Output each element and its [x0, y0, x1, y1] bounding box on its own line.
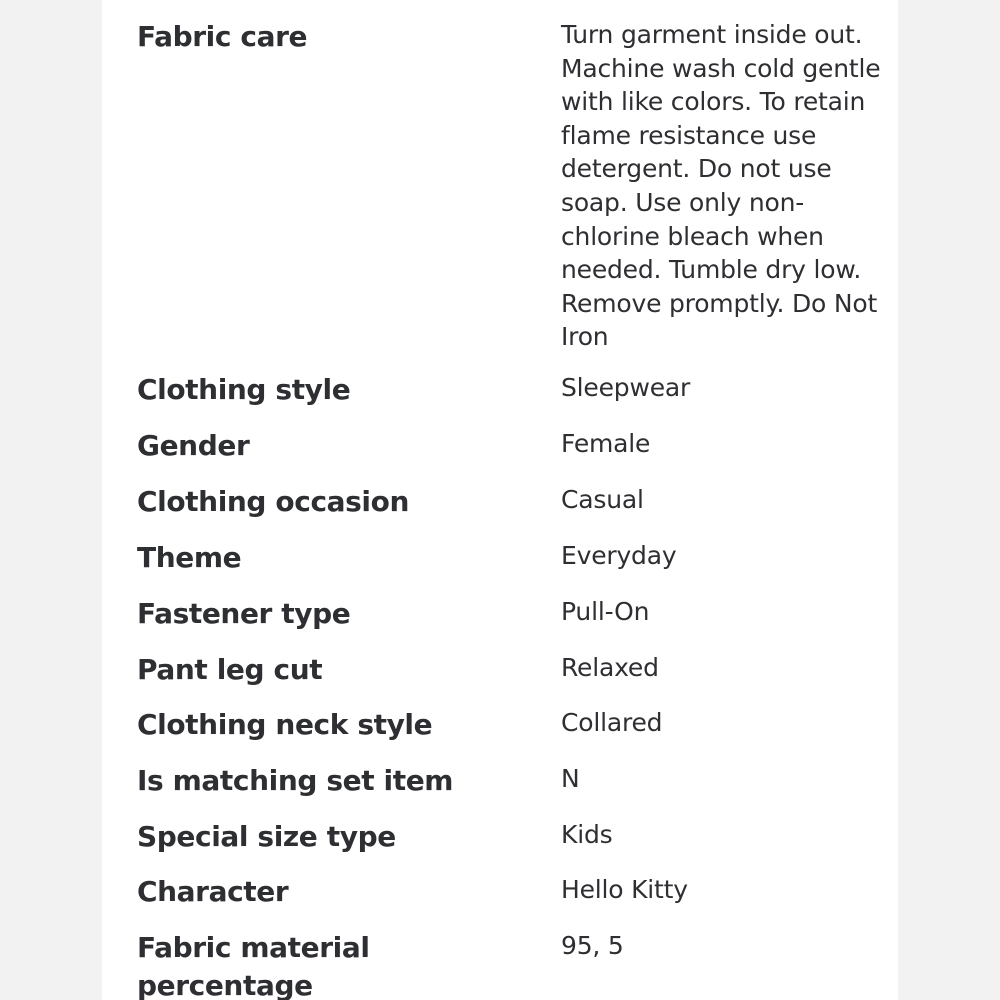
spec-label: Character [137, 875, 289, 908]
specifications-panel [102, 0, 898, 1000]
spec-value: Kids [561, 820, 613, 849]
spec-value: Collared [561, 708, 663, 737]
spec-value: Sleepwear [561, 373, 691, 402]
spec-label: Fabric care [137, 20, 308, 53]
spec-value: Pull-On [561, 597, 650, 626]
spec-label: Is matching set item [137, 764, 454, 797]
spec-label: Fabric material percentage [137, 931, 370, 1000]
spec-value: Casual [561, 485, 644, 514]
spec-label: Pant leg cut [137, 653, 323, 686]
spec-label: Clothing style [137, 373, 351, 406]
spec-label: Clothing occasion [137, 485, 409, 518]
spec-label: Gender [137, 429, 250, 462]
spec-label: Special size type [137, 820, 396, 853]
spec-value: Hello Kitty [561, 875, 688, 904]
spec-value: Relaxed [561, 653, 659, 682]
spec-value: Female [561, 429, 651, 458]
spec-label: Fastener type [137, 597, 351, 630]
spec-label: Clothing neck style [137, 708, 433, 741]
spec-value: 95, 5 [561, 931, 624, 960]
spec-value: N [561, 764, 580, 793]
spec-value: Turn garment inside out. Machine wash cold gentle with like colors. To retain flame resistance use detergent. Do not use soap. Use only non-chlorine bleach when needed. Tumble dry low. Remove promptly. Do Not Iron [561, 20, 881, 352]
spec-label: Theme [137, 541, 242, 574]
spec-value: Everyday [561, 541, 677, 570]
